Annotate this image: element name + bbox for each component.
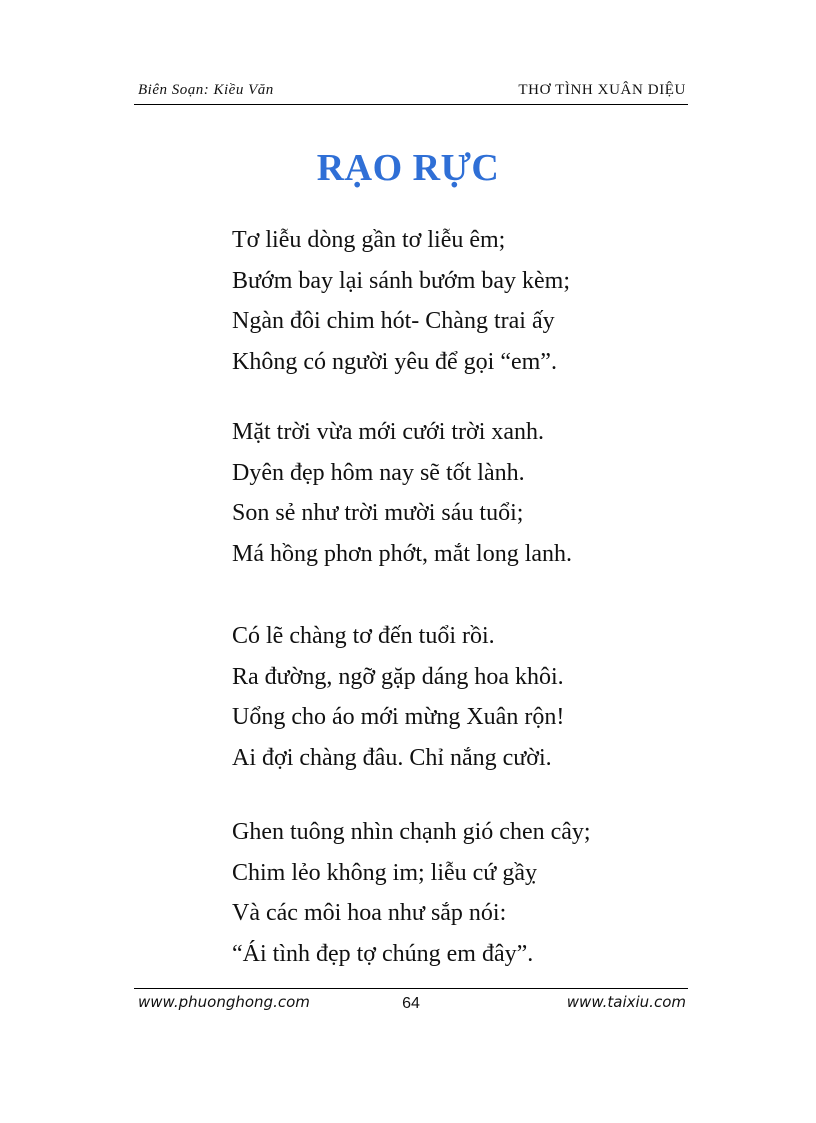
poem-line: Tơ liễu dòng gần tơ liễu êm;: [232, 227, 506, 253]
page-header: [134, 80, 688, 105]
footer-website-left: www.phuonghong.com: [138, 993, 310, 1011]
poem-line: Dyên đẹp hôm nay sẽ tốt lành.: [232, 459, 525, 486]
poem-title: RẠO RỰC: [316, 147, 500, 189]
poem-line: Uổng cho áo mới mừng Xuân rộn!: [232, 704, 565, 730]
stanza-3: [232, 616, 692, 778]
poem-line: Ngàn đôi chim hót- Chàng trai ấy: [232, 308, 555, 334]
poem-line: “Ái tình đẹp tợ chúng em đây”.: [232, 940, 534, 967]
poem-line: Son sẻ như trời mười sáu tuổi;: [232, 500, 524, 526]
footer-website-right: www.taixiu.com: [566, 993, 686, 1011]
stanza-4: [232, 812, 692, 974]
poem-line: Má hồng phơn phớt, mắt long lanh.: [232, 540, 573, 567]
poem-line: Có lẽ chàng tơ đến tuổi rồi.: [232, 623, 495, 649]
header-author: Biên Soạn: Kiều Văn: [138, 82, 274, 98]
poem-line: Không có người yêu để gọi “em”.: [232, 348, 557, 375]
poem-line: Ra đường, ngỡ gặp dáng hoa khôi.: [232, 663, 564, 690]
header-book-title: THƠ TÌNH XUÂN DIỆU: [518, 82, 686, 98]
poem-line: Mặt trời vừa mới cưới trời xanh.: [232, 419, 545, 445]
poem-line: Ghen tuông nhìn chạnh gió chen cây;: [232, 819, 591, 845]
poem-body: [232, 220, 692, 1004]
poem-line: Bướm bay lại sánh bướm bay kèm;: [232, 267, 571, 294]
page-number: 64: [402, 995, 420, 1012]
page-footer: [134, 988, 688, 1019]
poem-line: Và các môi hoa như sắp nói:: [232, 900, 507, 926]
poem-line: Chim lẻo không im; liễu cứ gầỵ: [232, 859, 537, 886]
poem-line: Ai đợi chàng đâu. Chỉ nắng cười.: [232, 744, 552, 771]
stanza-2: [232, 412, 692, 574]
stanza-1: [232, 220, 692, 382]
